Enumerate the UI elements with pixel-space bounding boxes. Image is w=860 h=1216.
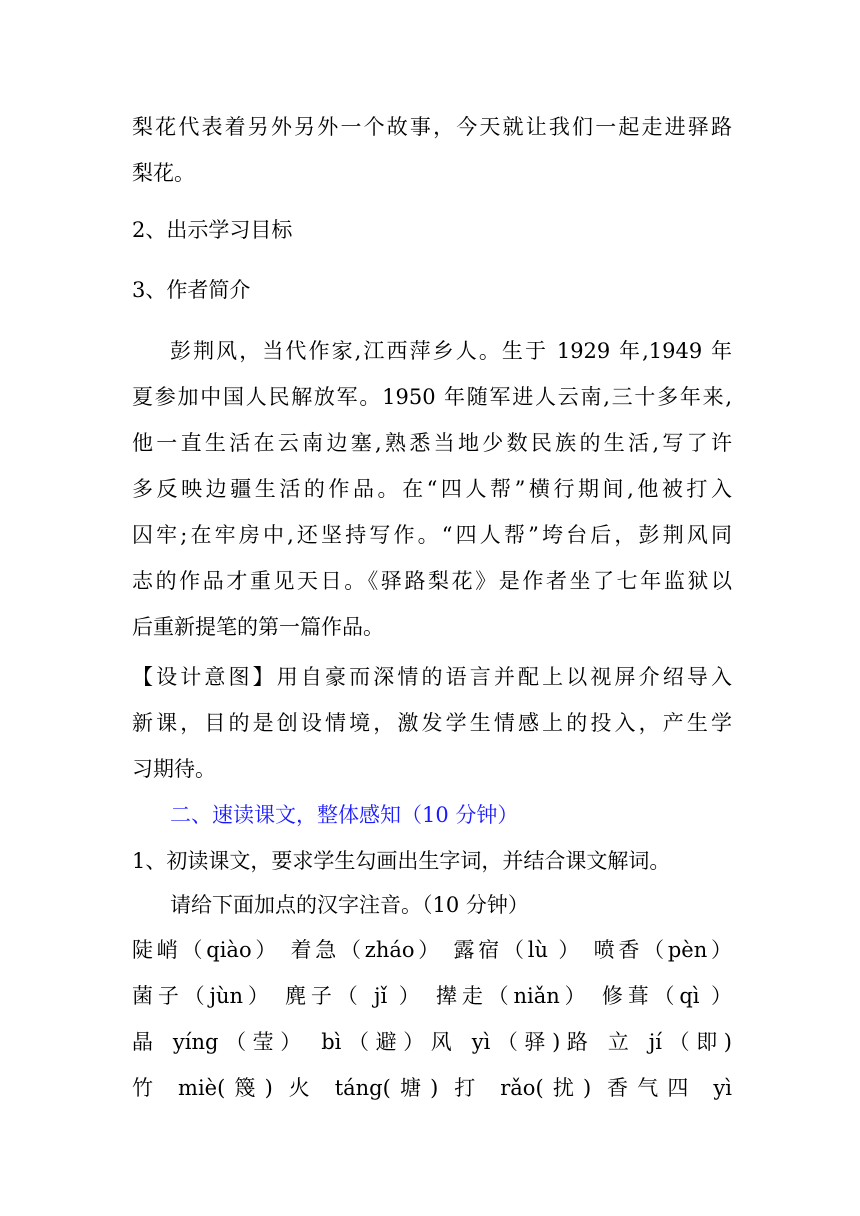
bio-line-6: 志的作品才重见天日。《驿路梨花》是作者坐了七年监狱以 [132, 569, 732, 593]
bio-line-1: 彭荆风，当代作家,江西萍乡人。生于 1929 年,1949 年 [170, 339, 732, 363]
bio-line-4: 多反映边疆生活的作品。在“四人帮”横行期间,他被打入 [132, 477, 732, 501]
section-heading-speed-reading: 二、速读课文，整体感知（10 分钟） [170, 803, 519, 827]
heading-author-intro: 3、作者简介 [132, 278, 251, 302]
bio-line-3: 他一直生活在云南边塞,熟悉当地少数民族的生活,写了许 [132, 431, 732, 455]
vocab-row-2: 菌子（jùn） 麂子（ jǐ ） 撵走（niǎn） 修葺（qì ） [132, 984, 732, 1008]
task-first-reading: 1、初读课文，要求学生勾画出生字词，并结合课文解词。 [132, 849, 671, 873]
task-pinyin-instruction: 请给下面加点的汉字注音。（10 分钟） [170, 893, 529, 917]
vocab-row-3: 晶 yíng（莹） bì（避）风 yì（驿)路 立 jí（即) [132, 1030, 732, 1054]
bio-line-5: 囚牢;在牢房中,还坚持写作。“四人帮”垮台后，彭荆风同 [132, 523, 732, 547]
design-intent-line-1: 【设计意图】用自豪而深情的语言并配上以视屏介绍导入 [132, 665, 732, 689]
vocab-row-4: 竹 miè(篾) 火 táng(塘) 打 rǎo(扰) 香气四 yì [132, 1076, 732, 1100]
vocab-row-1: 陡峭（qiào） 着急（zháo） 露宿（lù ） 喷香（pèn） [132, 938, 732, 962]
bio-line-2: 夏参加中国人民解放军。1950 年随军进人云南,三十多年来, [132, 385, 732, 409]
intro-line-2: 梨花。 [132, 161, 195, 185]
bio-line-7: 后重新提笔的第一篇作品。 [132, 615, 384, 639]
design-intent-line-3: 习期待。 [132, 757, 216, 781]
heading-learning-goals: 2、出示学习目标 [132, 218, 293, 242]
design-intent-line-2: 新课，目的是创设情境，激发学生情感上的投入，产生学 [132, 711, 732, 735]
intro-line-1: 梨花代表着另外另外一个故事，今天就让我们一起走进驿路 [132, 115, 732, 139]
